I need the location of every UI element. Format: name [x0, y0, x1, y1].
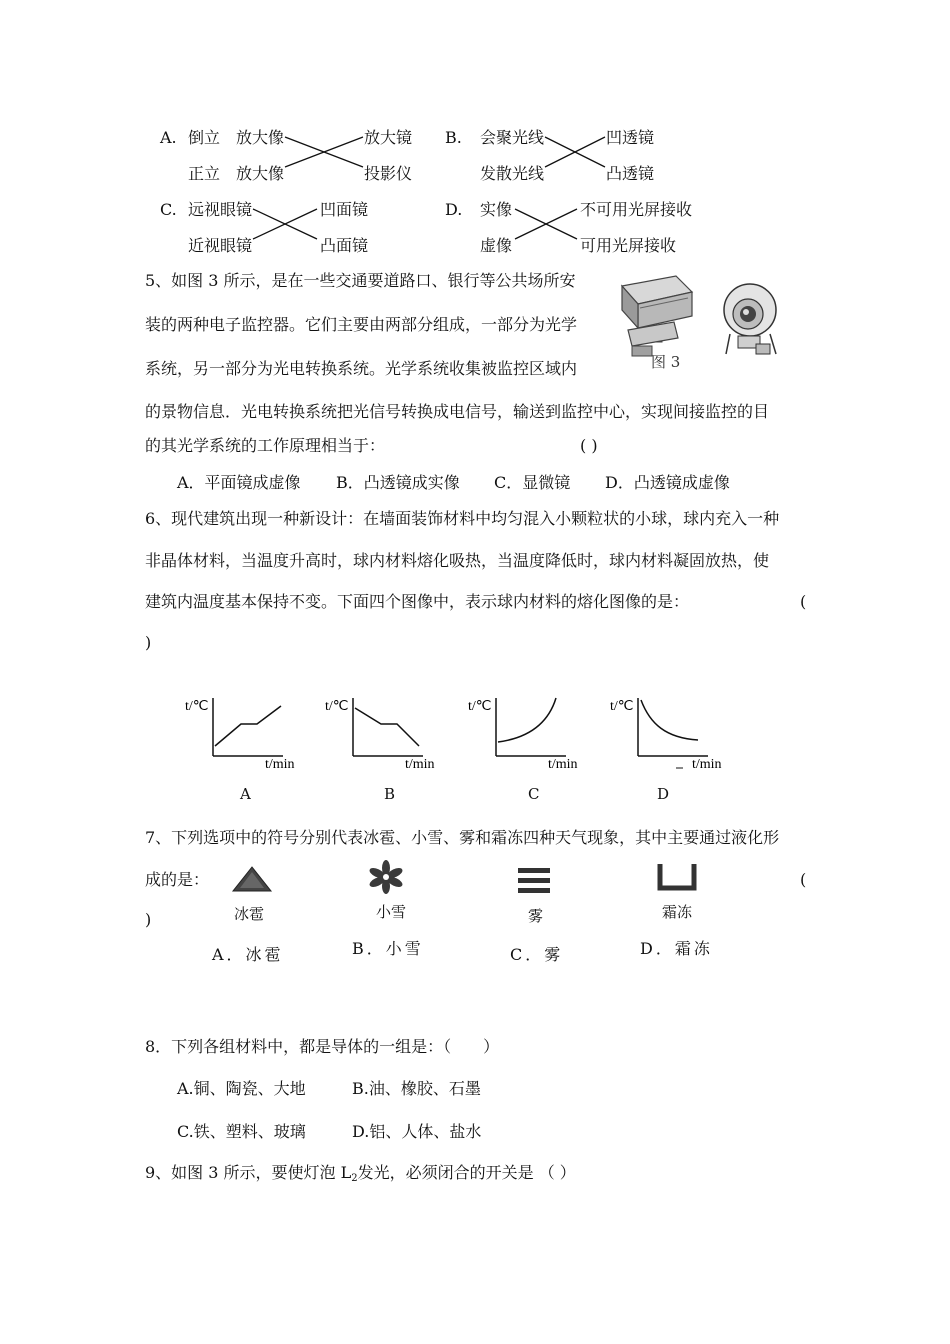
figure-3-caption: 图 3	[651, 353, 681, 371]
q6-graph-c-xlabel: t/min	[548, 757, 578, 772]
q4-c-cross-lines	[253, 206, 323, 246]
q9-stem-before: 9、如图 3 所示，要使灯泡 L	[145, 1163, 352, 1182]
q5-line-1: 5、如图 3 所示，是在一些交通要道路口、银行等公共场所安	[145, 271, 576, 290]
q4-a-left-bot-1: 正立	[188, 164, 221, 183]
q6-graph-c-label: C	[528, 785, 540, 803]
q7-bracket-close: )	[145, 910, 152, 929]
frost-bracket-icon	[656, 862, 700, 892]
q8-option-a: A.铜、陶瓷、大地	[177, 1079, 306, 1098]
q7-option-a: A．冰雹	[212, 945, 284, 964]
q4-b-cross-lines	[545, 134, 615, 174]
q4-d-cross-lines	[515, 206, 585, 246]
q6-line-3: 建筑内温度基本保持不变。下面四个图像中，表示球内材料的熔化图像的是：	[145, 592, 690, 611]
q4-option-a-letter: A.	[160, 128, 177, 147]
q6-graph-d	[610, 694, 730, 772]
q4-b-right-top: 凹透镜	[606, 128, 655, 147]
q6-graph-d-xlabel: t/min	[692, 757, 722, 772]
q4-d-right-bot: 可用光屏接收	[580, 236, 677, 255]
q5-option-c: C．显微镜	[494, 473, 571, 492]
q9-stem-after: 发光，必须闭合的开关是 （ ）	[357, 1163, 576, 1182]
q4-c-left-bot: 近视眼镜	[188, 236, 253, 255]
q7-option-b: B．小雪	[352, 939, 424, 958]
q7-bracket-open: (	[800, 870, 807, 889]
q4-option-d-letter: D.	[445, 200, 463, 219]
q8-option-b: B.油、橡胶、石墨	[352, 1079, 481, 1098]
q4-c-left-top: 远视眼镜	[188, 200, 253, 219]
q6-graph-c	[468, 694, 578, 772]
surveillance-camera-figure	[618, 272, 788, 372]
q6-graph-b-ylabel: t/℃	[325, 699, 349, 714]
q4-d-left-top: 实像	[480, 200, 513, 219]
q6-line-2: 非晶体材料，当温度升高时，球内材料熔化吸热，当温度降低时，球内材料凝固放热，使	[145, 551, 770, 570]
q9-stem	[145, 1163, 576, 1189]
q4-c-right-bot: 凸面镜	[320, 236, 369, 255]
q7-symbol-fog-label: 雾	[528, 907, 544, 925]
q5-line-2: 装的两种电子监控器。它们主要由两部分组成，一部分为光学	[145, 315, 578, 334]
q5-option-a: A．平面镜成虚像	[177, 473, 301, 492]
q7-option-d: D．霜冻	[640, 939, 713, 958]
q4-a-right-bot: 投影仪	[364, 164, 413, 183]
q6-line-1: 6、现代建筑出现一种新设计：在墙面装饰材料中均匀混入小颗粒状的小球，球内充入一种	[145, 509, 780, 528]
q4-a-left-bot-2: 放大像	[236, 164, 285, 183]
q6-bracket-open: (	[800, 592, 807, 611]
snow-flower-icon	[366, 860, 406, 894]
q8-option-c: C.铁、塑料、玻璃	[177, 1122, 306, 1141]
q4-b-left-top: 会聚光线	[480, 128, 545, 147]
q6-graph-d-ylabel: t/℃	[610, 699, 634, 714]
q7-line-2: 成的是：	[145, 870, 210, 889]
q5-option-d: D．凸透镜成虚像	[605, 473, 730, 492]
q6-graph-b	[325, 694, 435, 772]
q4-c-right-top: 凹面镜	[320, 200, 369, 219]
q6-graph-b-xlabel: t/min	[405, 757, 435, 772]
q4-a-cross-lines	[285, 134, 365, 174]
q4-a-left-top-1: 倒立	[188, 128, 221, 147]
q4-b-right-bot: 凸透镜	[606, 164, 655, 183]
q7-symbol-snow-label: 小雪	[376, 903, 407, 921]
q8-option-d: D.铝、人体、盐水	[352, 1122, 482, 1141]
q4-d-left-bot: 虚像	[480, 236, 513, 255]
q5-line-4: 的景物信息．光电转换系统把光信号转换成电信号，输送到监控中心，实现间接监控的目	[145, 402, 770, 421]
q7-line-1: 7、下列选项中的符号分别代表冰雹、小雪、雾和霜冻四种天气现象，其中主要通过液化形	[145, 828, 780, 847]
hail-triangle-icon	[230, 864, 274, 894]
q4-b-left-bot: 发散光线	[480, 164, 545, 183]
q6-graph-d-label: D	[657, 785, 670, 803]
q5-answer-bracket: ( )	[580, 436, 598, 455]
q6-graph-a	[185, 694, 295, 772]
q4-option-b-letter: B.	[445, 128, 462, 147]
q7-option-c: C．雾	[510, 945, 564, 964]
q4-a-left-top-2: 放大像	[236, 128, 285, 147]
q6-graph-a-label: A	[240, 785, 251, 803]
q5-option-b: B．凸透镜成实像	[336, 473, 460, 492]
q4-a-right-top: 放大镜	[364, 128, 413, 147]
q6-graph-a-ylabel: t/℃	[185, 699, 209, 714]
q5-line-5: 的其光学系统的工作原理相当于：	[145, 436, 386, 455]
q6-bracket-close: )	[145, 633, 152, 652]
q4-option-c-letter: C.	[160, 200, 177, 219]
q6-graph-b-label: B	[384, 785, 396, 803]
q4-d-right-top: 不可用光屏接收	[580, 200, 693, 219]
q7-symbol-hail-label: 冰雹	[234, 905, 265, 923]
q8-stem: 8．下列各组材料中，都是导体的一组是：（ ）	[145, 1037, 500, 1056]
q7-symbol-frost-label: 霜冻	[662, 903, 693, 921]
fog-lines-icon	[515, 866, 555, 900]
q5-line-3: 系统，另一部分为光电转换系统。光学系统收集被监控区域内	[145, 359, 578, 378]
q6-graph-c-ylabel: t/℃	[468, 699, 492, 714]
q9-subscript: 2	[351, 1173, 358, 1184]
q6-graph-a-xlabel: t/min	[265, 757, 295, 772]
